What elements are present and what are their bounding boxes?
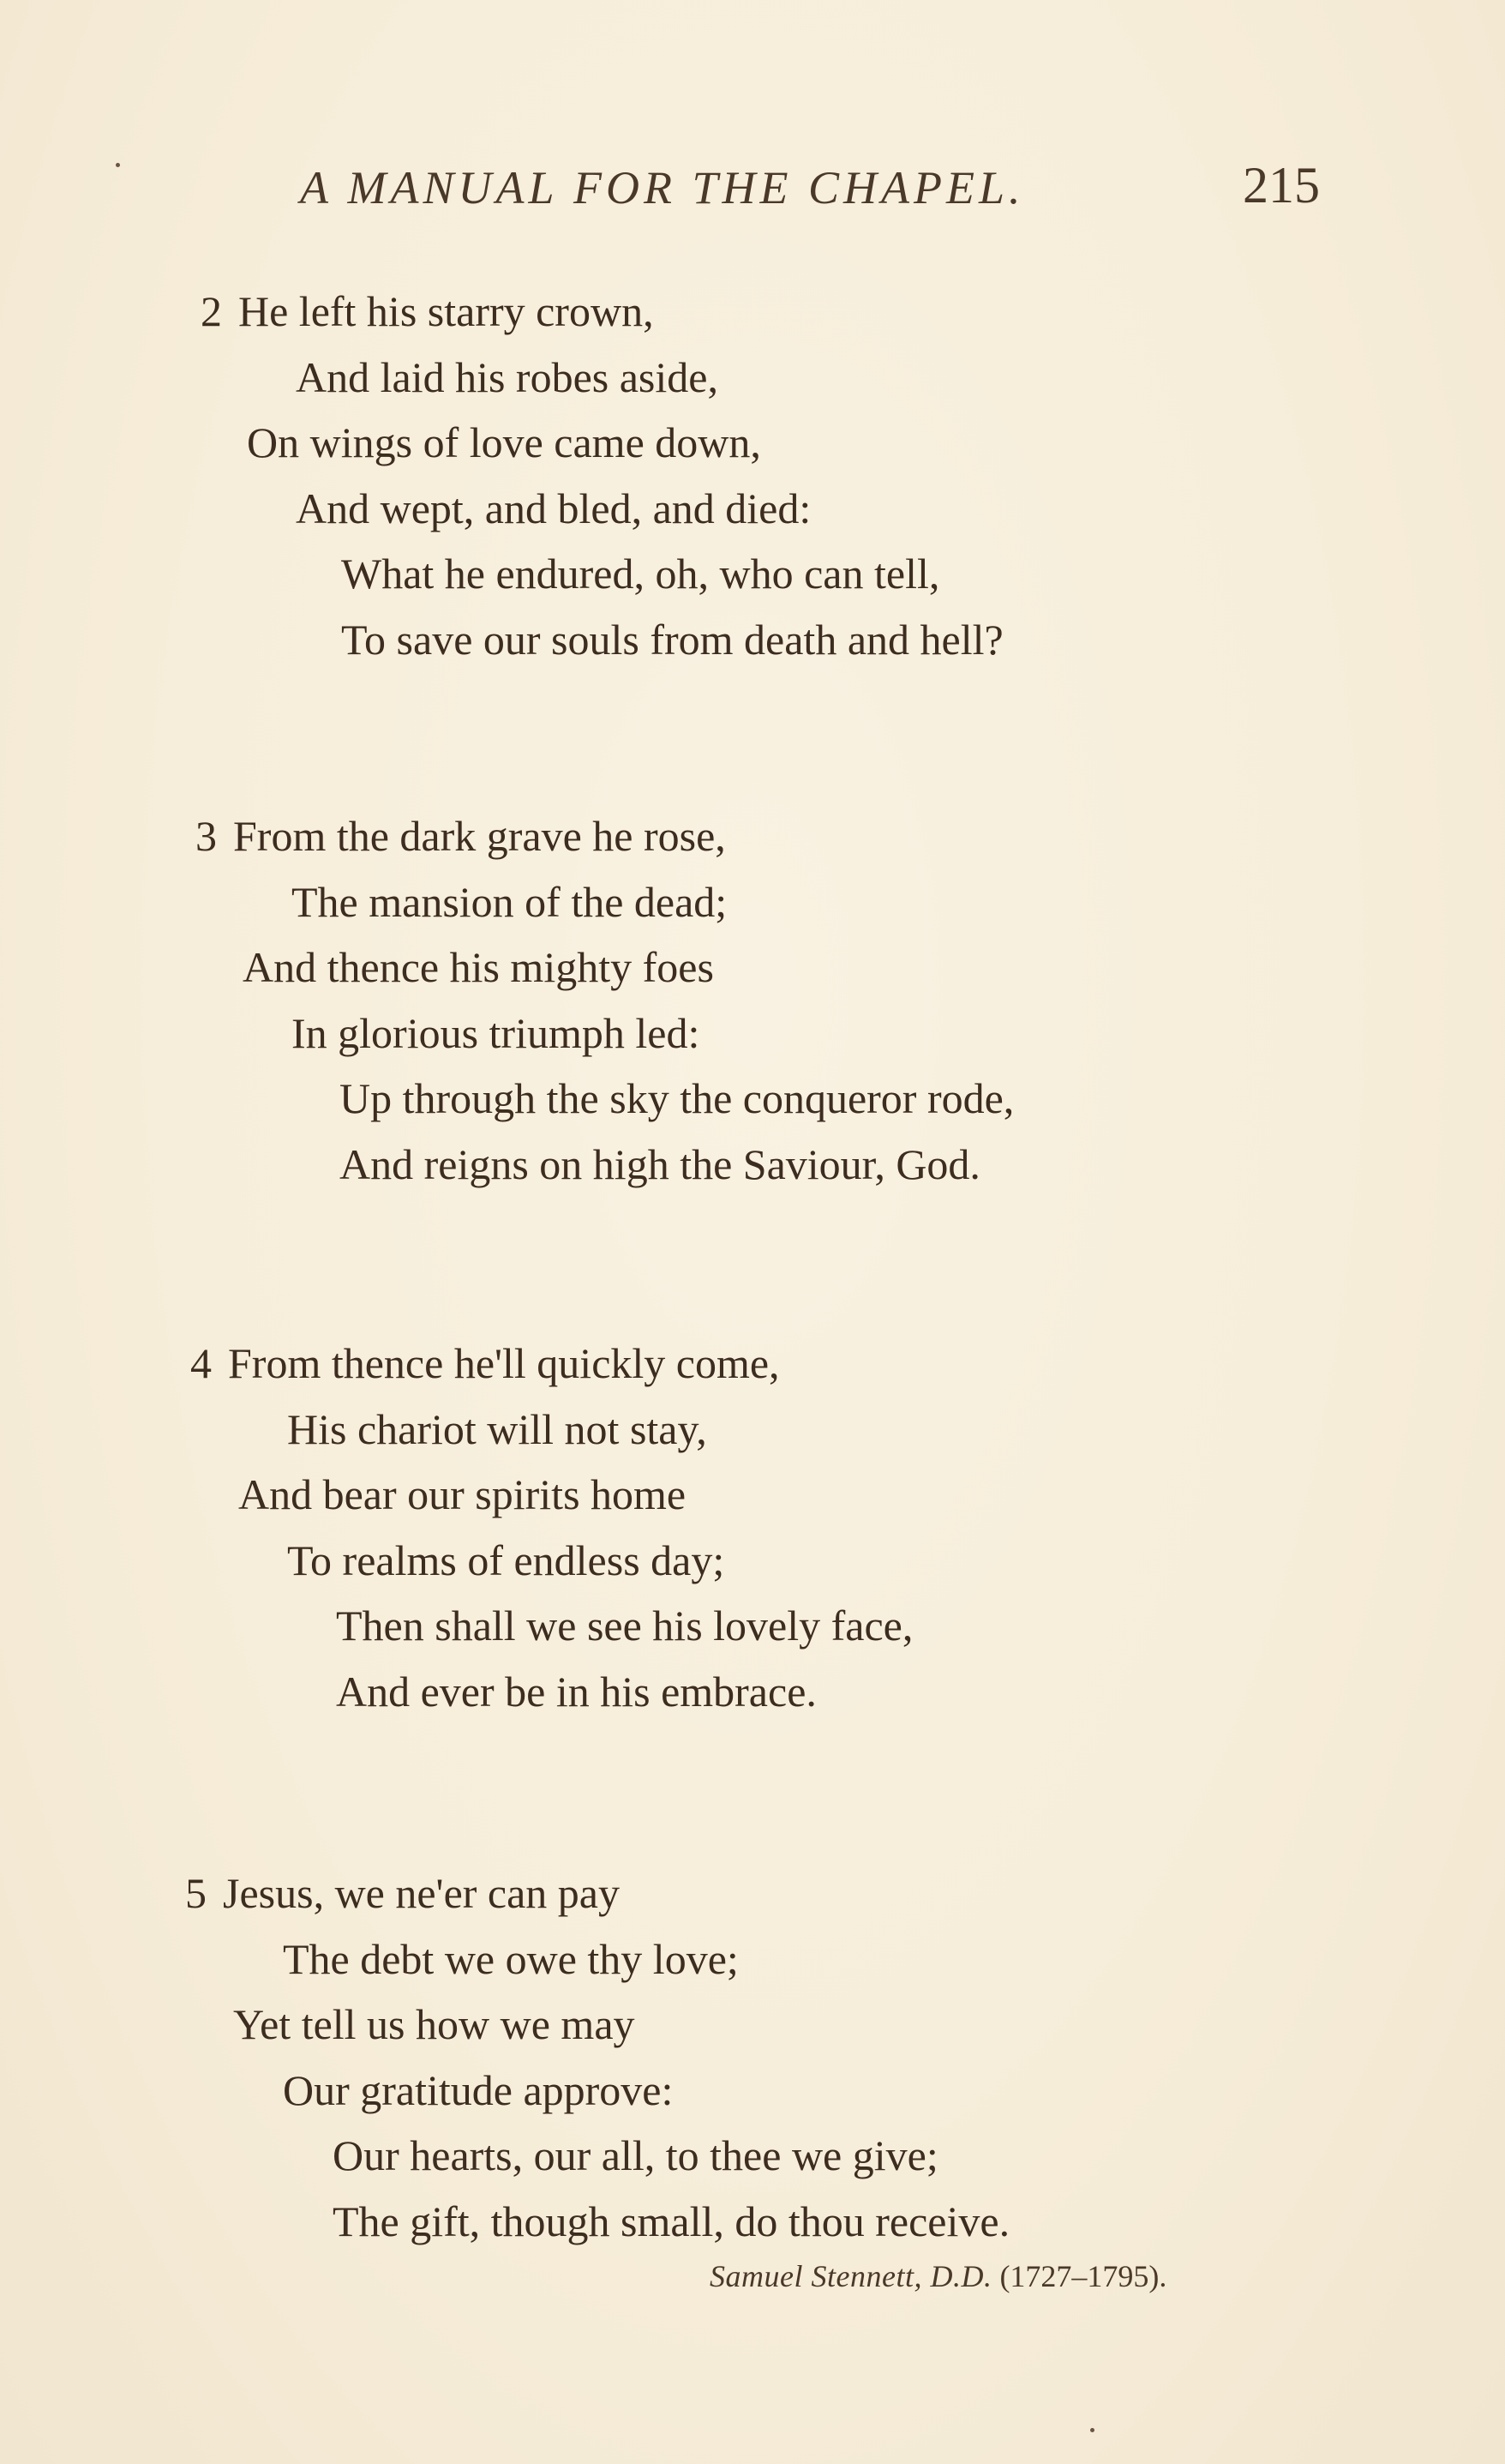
verse-line: And reigns on high the Saviour, God. — [339, 1140, 980, 1188]
author-dates: (1727–1795). — [999, 2259, 1167, 2293]
verse-line: To realms of endless day; — [287, 1536, 725, 1584]
verse-line: What he endured, oh, who can tell, — [341, 550, 940, 598]
verse-line: The gift, though small, do thou receive. — [333, 2197, 1010, 2245]
verse-line: Then shall we see his lovely face, — [336, 1602, 914, 1650]
stanza-number: 4 — [190, 1339, 212, 1387]
verse-line: On wings of love came down, — [247, 418, 761, 466]
stanza-number: 5 — [185, 1869, 207, 1917]
verse-line: 2 He left his starry crown, — [201, 287, 654, 335]
author-name: Samuel Stennett, D.D. — [710, 2259, 992, 2293]
verse-line: And ever be in his embrace. — [336, 1668, 817, 1716]
verse-line: And bear our spirits home — [238, 1470, 687, 1518]
verse-line: 3 From the dark grave he rose, — [195, 812, 726, 860]
verse-line: And laid his robes aside, — [296, 353, 718, 401]
stanza-number: 2 — [201, 287, 222, 335]
verse-line: 4 From thence he'll quickly come, — [190, 1339, 780, 1387]
stanza-number: 3 — [195, 812, 217, 860]
verse-line: Our gratitude approve: — [283, 2066, 674, 2114]
verse-line: His chariot will not stay, — [287, 1405, 707, 1453]
verse-line: 5 Jesus, we ne'er can pay — [185, 1869, 620, 1917]
verse-line: And thence his mighty foes — [243, 943, 714, 991]
verse-line: The mansion of the dead; — [291, 878, 728, 926]
print-speck — [116, 163, 120, 167]
verse-line: Our hearts, our all, to thee we give; — [333, 2131, 938, 2179]
running-head: A MANUAL FOR THE CHAPEL. — [300, 162, 1025, 213]
verse-line: The debt we owe thy love; — [283, 1935, 739, 1983]
verse-line: Yet tell us how we may — [233, 2000, 635, 2048]
print-speck — [1090, 2428, 1094, 2432]
page-number: 215 — [1243, 157, 1320, 213]
verse-line: Up through the sky the conqueror rode, — [339, 1074, 1015, 1122]
attribution — [710, 2258, 1166, 2294]
verse-line: To save our souls from death and hell? — [341, 616, 1004, 664]
verse-line: And wept, and bled, and died: — [296, 484, 812, 532]
verse-line: In glorious triumph led: — [291, 1009, 700, 1057]
